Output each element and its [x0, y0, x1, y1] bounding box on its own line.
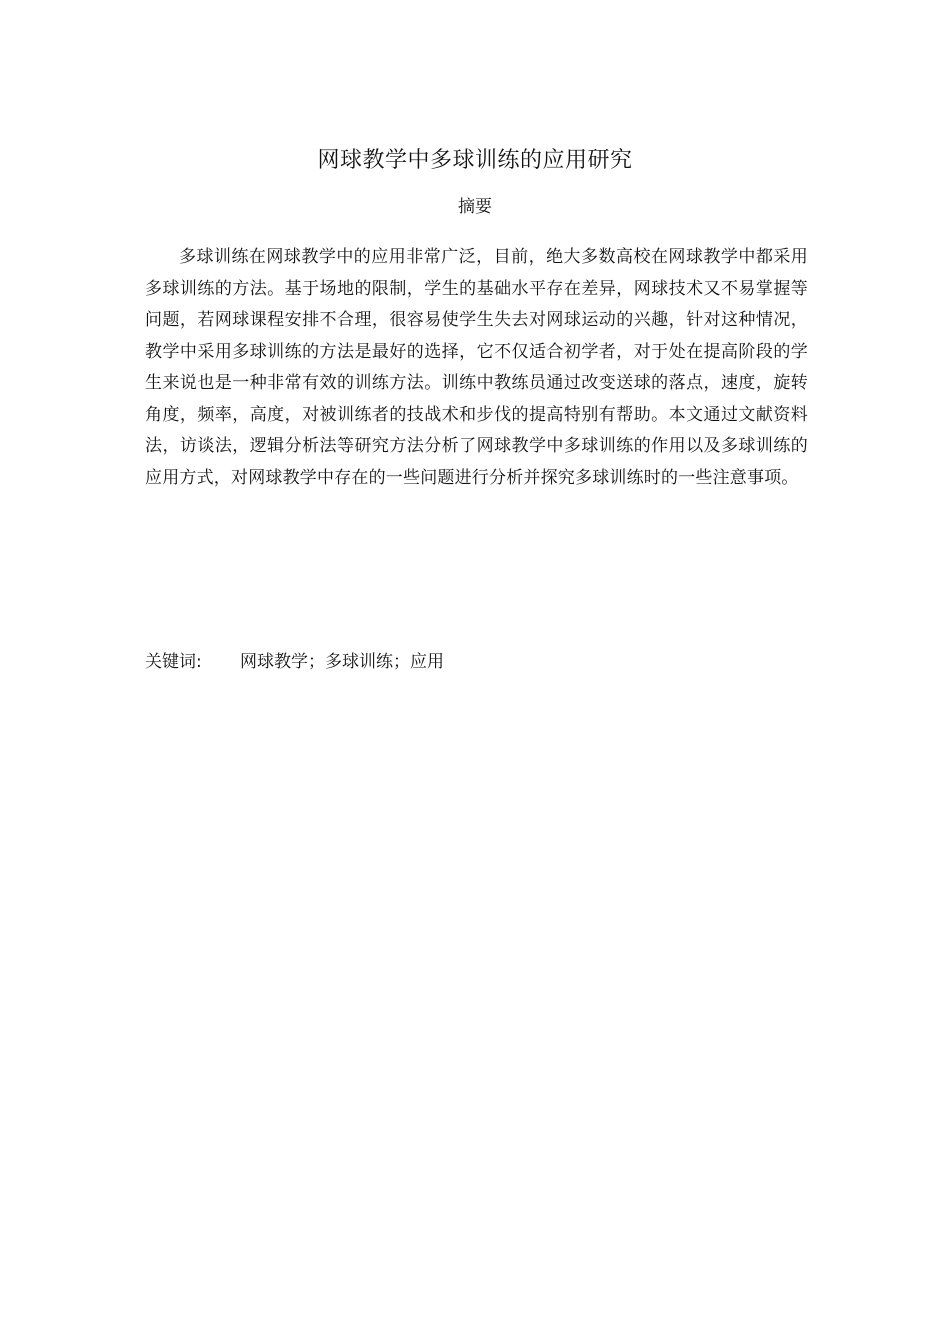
abstract-paragraph: 多球训练在网球教学中的应用非常广泛，目前，绝大多数高校在网球教学中都采用多球训练的方法。基于场地的限制，学生的基础水平存在差异，网球技术又不易掌握等问题，若网球课程安排不合理，很容易使学生失去对网球运动的兴趣，针对这种情况，教学中采用多球训练的方法是最好的选择，它不仅适合初学者，对于处在提高阶段的学生来说也是一种非常有效的训练方法。训练中教练员通过改变送球的落点，速度，旋转角度，频率，高度，对被训练者的技战术和步伐的提高特别有帮助。本文通过文献资料法，访谈法，逻辑分析法等研究方法分析了网球教学中多球训练的作用以及多球训练的应用方式，对网球教学中存在的一些问题进行分析并探究多球训练时的一些注意事项。 [145, 247, 808, 488]
keywords-line [145, 648, 444, 676]
keywords-value: 网球教学；多球训练；应用 [240, 652, 444, 672]
keywords-label: 关键词: [145, 652, 202, 672]
abstract-heading: 摘要 [458, 197, 492, 217]
document-title: 网球教学中多球训练的应用研究 [317, 148, 633, 173]
